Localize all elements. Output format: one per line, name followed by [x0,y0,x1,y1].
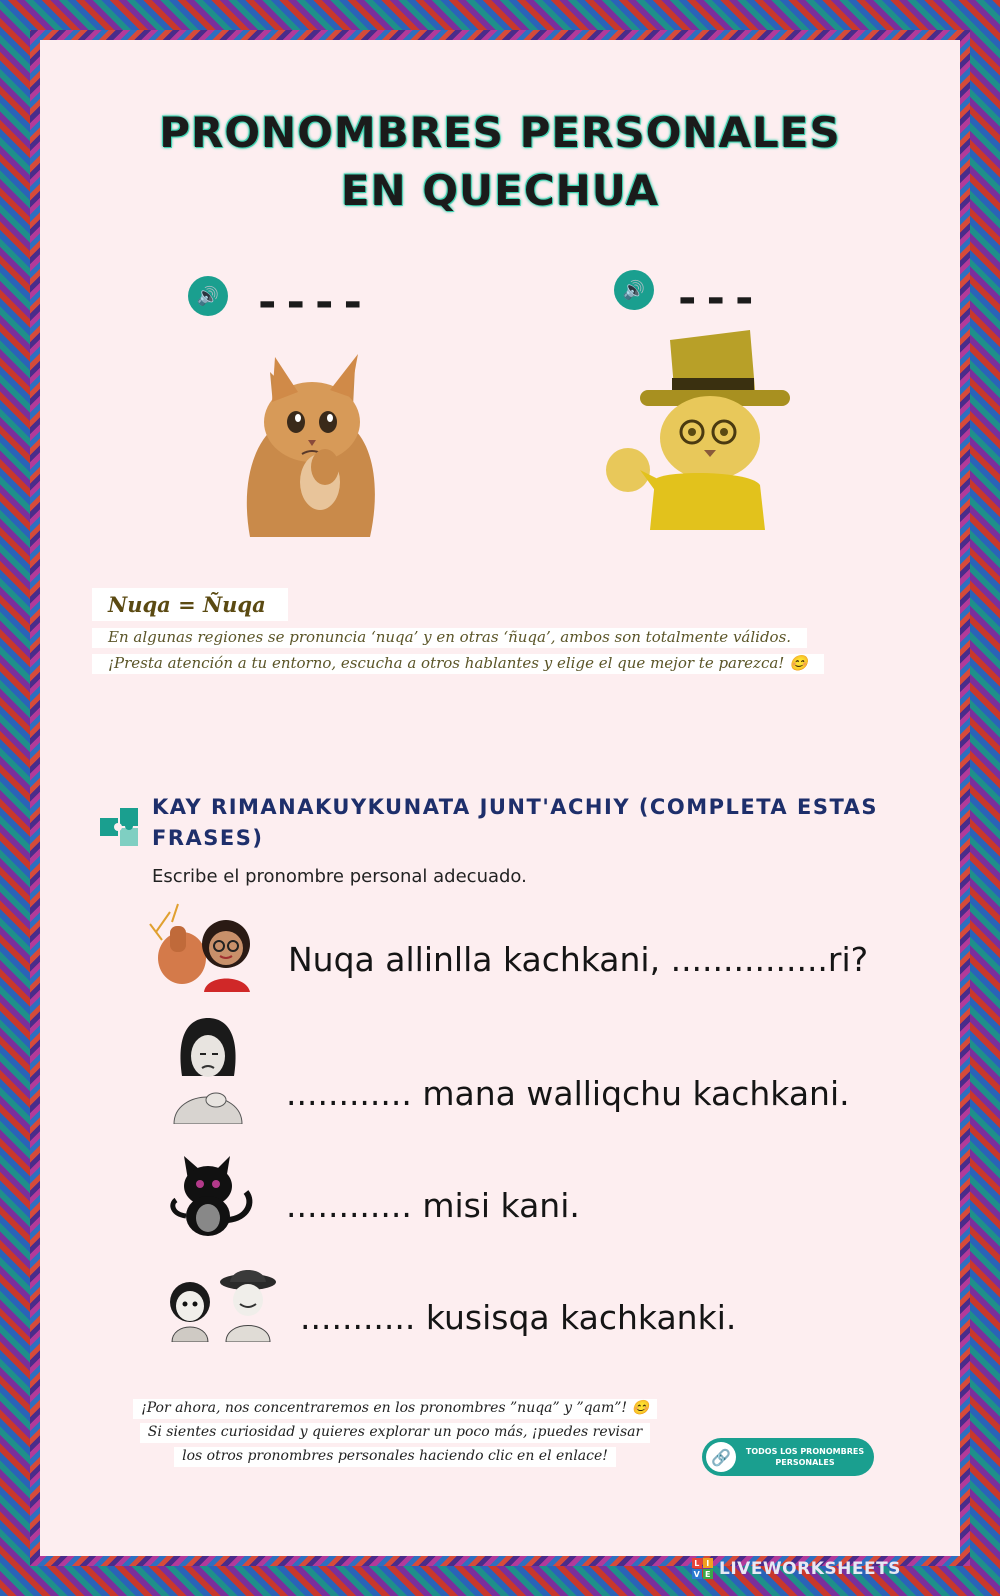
two-people-avatar [164,1266,280,1342]
link-button-label: TODOS LOS PRONOMBRES PERSONALES [745,1447,865,1467]
section-title: KAY RIMANAKUYKUNATA JUNT'ACHIY (COMPLETA ESTAS FRASES) [152,795,879,850]
sentence-1[interactable]: Nuqa allinlla kachkani, ...............ri? [288,940,869,979]
woman-thumbs-avatar [148,900,260,992]
link-icon: 🔗 [706,1442,736,1472]
instruction-text: Escribe el pronombre personal adecuado. [152,866,527,887]
page-title [40,104,960,220]
puzzle-icon [98,804,142,848]
note-body [92,624,842,676]
title-line-1: PRONOMBRES PERSONALES [159,108,841,157]
liveworksheets-badge: L I V E [692,1558,713,1579]
worksheet-page [40,40,960,1556]
answer-blank-2[interactable]: --- [674,273,760,324]
speaker-icon: 🔊 [196,285,220,307]
audio-button-2[interactable] [614,270,654,310]
speaker-icon: 🔊 [622,279,646,301]
audio-button-1[interactable] [188,276,228,316]
sentence-2[interactable]: ............ mana walliqchu kachkani. [286,1074,850,1113]
sentence-4[interactable]: ........... kusisqa kachkanki. [300,1298,737,1337]
bottom-note-line-3: los otros pronombres personales haciendo clic en el enlace! [174,1447,616,1467]
note-title: Nuqa = Ñuqa [92,588,288,621]
bottom-note [80,1396,710,1468]
answer-blank-1[interactable]: ---- [254,277,368,328]
sad-cat-image [230,332,390,542]
title-line-2: EN QUECHUA [340,166,660,215]
bottom-note-line-1: ¡Por ahora, nos concentraremos en los pronombres ”nuqa” y ”qam”! 😊 [133,1399,657,1419]
liveworksheets-logo[interactable] [692,1558,901,1579]
liveworksheets-brand: LIVEWORKSHEETS [719,1558,901,1579]
bottom-note-line-2: Si sientes curiosidad y quieres explorar un poco más, ¡puedes revisar [140,1423,650,1443]
black-cat-avatar [168,1150,258,1238]
note-text: En algunas regiones se pronuncia ‘nuqa’ y en otras ‘ñuqa’, ambos son totalmente válidos. ¡Presta atención a tu entorno, escucha a otros hablantes y elige el que mejor te parezca! 😊 [92,628,824,674]
all-pronouns-link-button[interactable] [702,1438,874,1476]
sad-woman-avatar [168,1016,248,1124]
sentence-3[interactable]: ............ misi kani. [286,1186,580,1225]
pointing-cat-image [600,320,790,530]
